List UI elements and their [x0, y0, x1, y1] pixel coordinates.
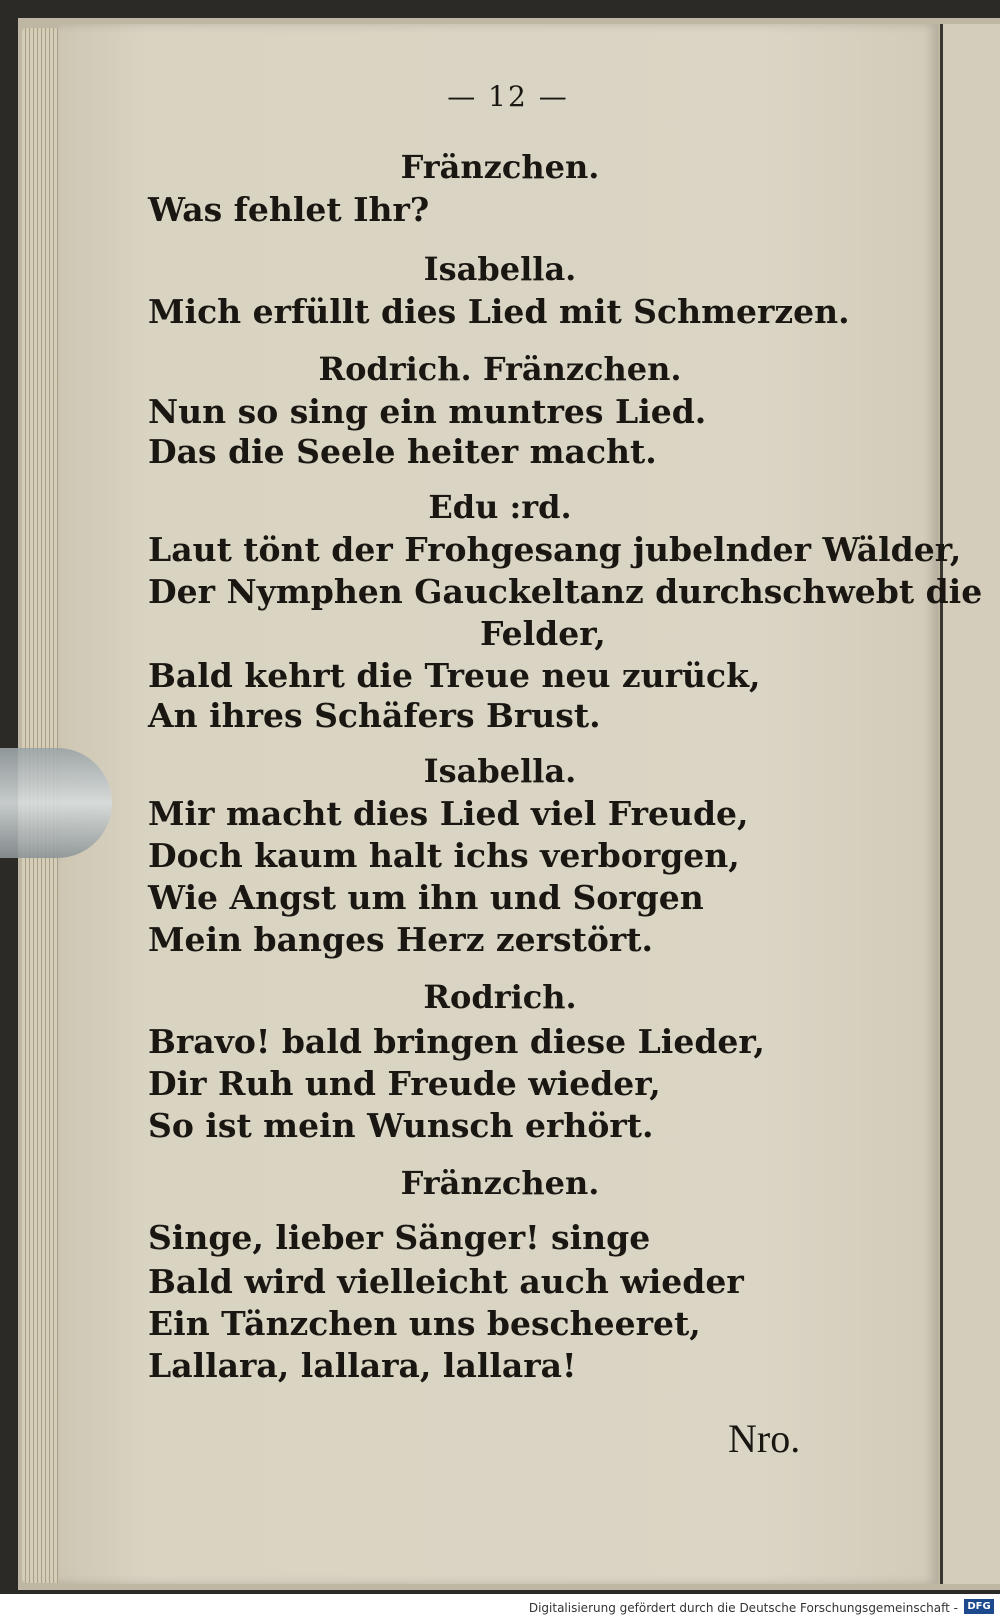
dfg-logo: DFG	[964, 1599, 994, 1614]
page-number: — 12 —	[447, 80, 569, 113]
verse-line: So ist mein Wunsch erhört.	[148, 1106, 654, 1145]
verse-line: Laut tönt der Frohgesang jubelnder Wälder,	[148, 530, 962, 569]
speaker-name: Rodrich. Fränzchen.	[318, 350, 682, 388]
verse-line: Der Nymphen Gauckeltanz durchschwebt die	[148, 572, 983, 611]
verse-line: Bald kehrt die Treue neu zurück,	[148, 656, 761, 695]
verse-line: An ihres Schäfers Brust.	[148, 696, 601, 735]
speaker-name: Fränzchen.	[400, 148, 600, 186]
speaker-name: Isabella.	[423, 250, 577, 288]
verse-line: Mir macht dies Lied viel Freude,	[148, 794, 749, 833]
footer-bar	[0, 1594, 1000, 1620]
verse-line: Wie Angst um ihn und Sorgen	[148, 878, 704, 917]
verse-line: Bald wird vielleicht auch wieder	[148, 1262, 744, 1301]
speaker-name: Rodrich.	[423, 978, 577, 1016]
verse-line: Nun so sing ein muntres Lied.	[148, 392, 707, 431]
speaker-name: Fränzchen.	[400, 1164, 600, 1202]
verse-line: Ein Tänzchen uns bescheeret,	[148, 1304, 701, 1343]
catchword: Nro.	[728, 1416, 801, 1461]
verse-line: Lallara, lallara, lallara!	[148, 1346, 577, 1385]
verse-line: Felder,	[480, 614, 606, 653]
verse-line: Das die Seele heiter macht.	[148, 432, 657, 471]
funding-note: Digitalisierung gefördert durch die Deutsche Forschungsgemeinschaft -	[528, 1601, 958, 1615]
verse-line: Mich erfüllt dies Lied mit Schmerzen.	[148, 292, 850, 331]
verse-line: Bravo! bald bringen diese Lieder,	[148, 1022, 765, 1061]
verse-line: Dir Ruh und Freude wieder,	[148, 1064, 661, 1103]
verse-line: Was fehlet Ihr?	[148, 190, 430, 229]
speaker-name: Edu :rd.	[428, 488, 572, 526]
verse-line: Singe, lieber Sänger! singe	[148, 1218, 651, 1257]
speaker-name: Isabella.	[423, 752, 577, 790]
verse-line: Mein banges Herz zerstört.	[148, 920, 653, 959]
verse-line: Doch kaum halt ichs verborgen,	[148, 836, 740, 875]
